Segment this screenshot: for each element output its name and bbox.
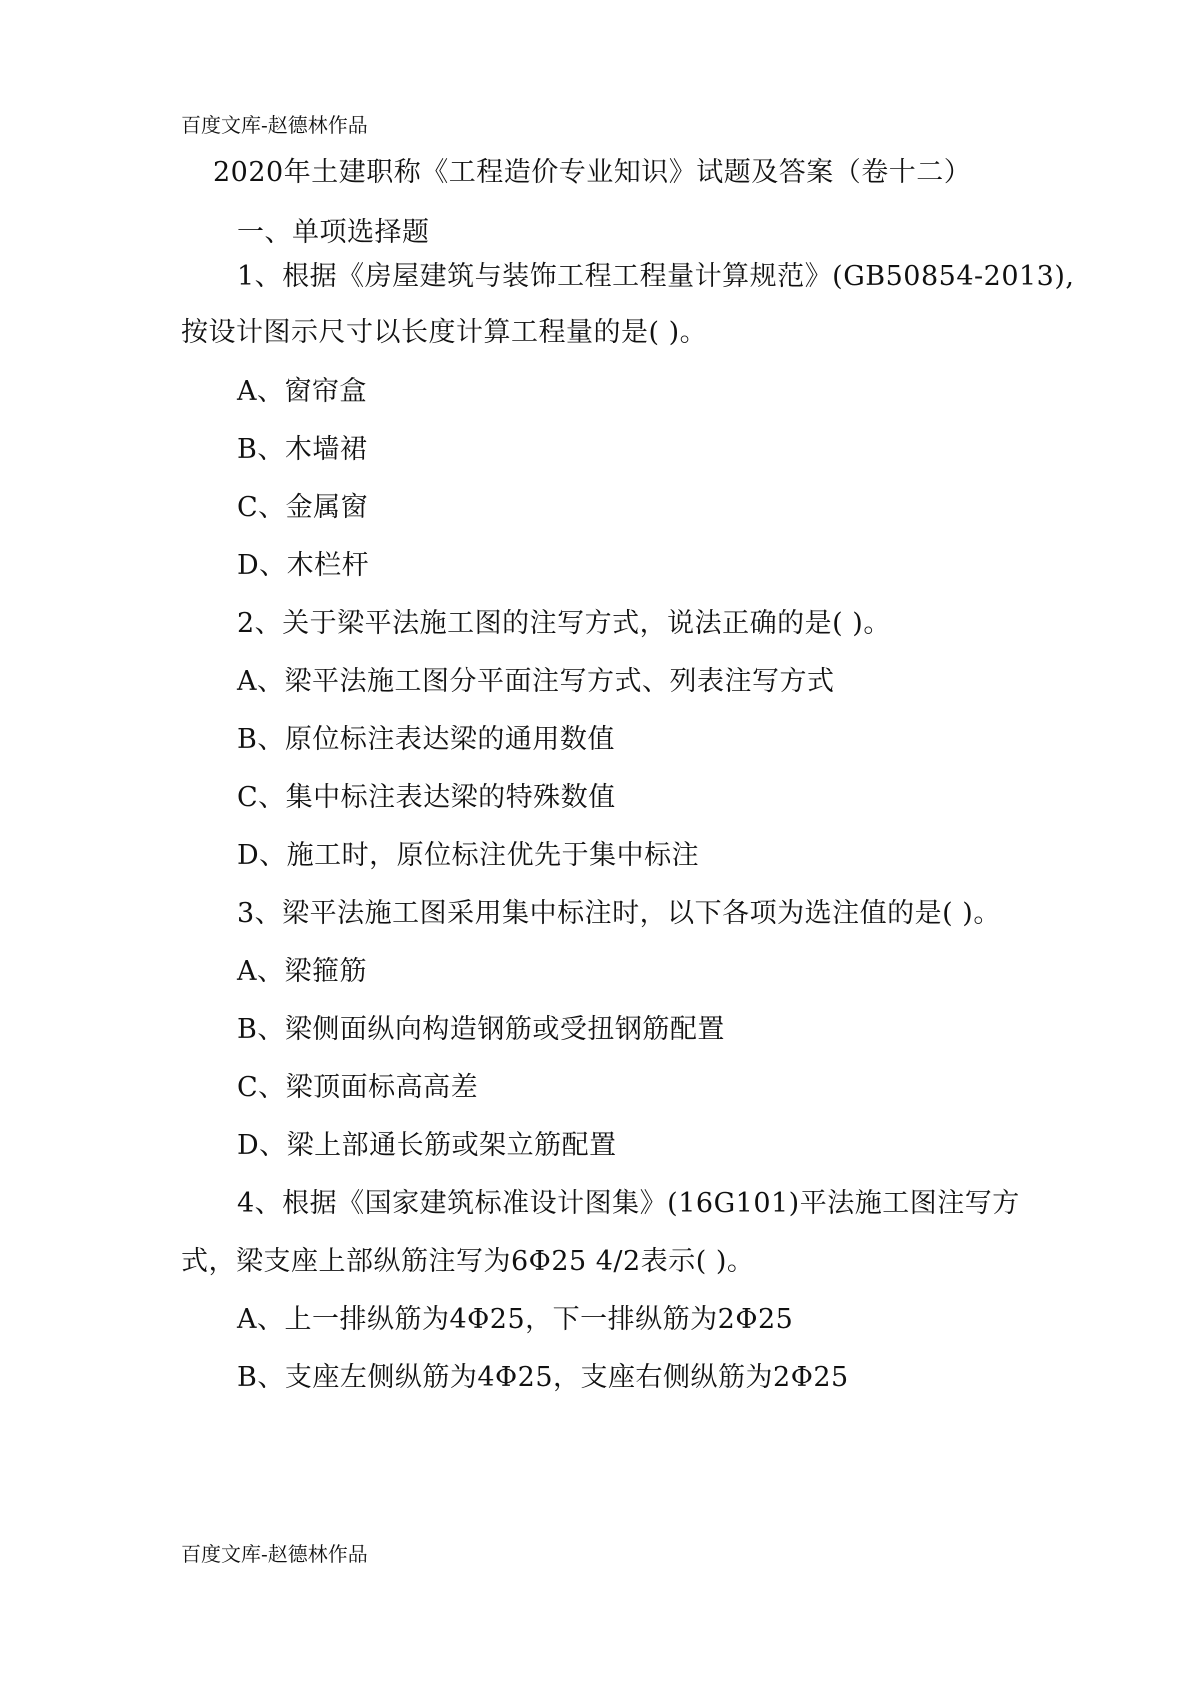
- question-2-option-b: B、原位标注表达梁的通用数值: [237, 724, 615, 755]
- question-2-option-c: C、集中标注表达梁的特殊数值: [237, 782, 616, 813]
- question-1-stem-line-1: 1、根据《房屋建筑与装饰工程工程量计算规范》(GB50854-2013),: [237, 261, 1075, 292]
- document-title: 2020年土建职称《工程造价专业知识》试题及答案（卷十二）: [213, 157, 972, 188]
- page-footer: 百度文库-赵德林作品: [181, 1542, 368, 1566]
- question-1-option-b: B、木墙裙: [237, 434, 368, 465]
- question-1-option-c: C、金属窗: [237, 492, 369, 523]
- question-4-option-a: A、上一排纵筋为4Φ25，下一排纵筋为2Φ25: [237, 1304, 794, 1335]
- question-4-option-b: B、支座左侧纵筋为4Φ25，支座右侧纵筋为2Φ25: [237, 1362, 849, 1393]
- question-3-option-b: B、梁侧面纵向构造钢筋或受扭钢筋配置: [237, 1014, 725, 1045]
- question-1-option-d: D、木栏杆: [237, 550, 370, 581]
- section-heading: 一、单项选择题: [237, 217, 430, 248]
- question-3-option-c: C、梁顶面标高高差: [237, 1072, 479, 1103]
- question-2-option-a: A、梁平法施工图分平面注写方式、列表注写方式: [237, 666, 835, 697]
- question-2-stem: 2、关于梁平法施工图的注写方式，说法正确的是( )。: [237, 608, 891, 639]
- question-1-option-a: A、窗帘盒: [237, 376, 367, 407]
- question-4-stem-line-1: 4、根据《国家建筑标准设计图集》(16G101)平法施工图注写方: [237, 1188, 1020, 1219]
- question-3-stem: 3、梁平法施工图采用集中标注时，以下各项为选注值的是( )。: [237, 898, 1001, 929]
- question-1-stem-line-2: 按设计图示尺寸以长度计算工程量的是( )。: [181, 317, 708, 348]
- page-header: 百度文库-赵德林作品: [181, 113, 368, 137]
- question-3-option-a: A、梁箍筋: [237, 956, 367, 987]
- question-3-option-d: D、梁上部通长筋或架立筋配置: [237, 1130, 617, 1161]
- question-2-option-d: D、施工时，原位标注优先于集中标注: [237, 840, 700, 871]
- question-4-stem-line-2: 式，梁支座上部纵筋注写为6Φ25 4/2表示( )。: [181, 1246, 755, 1277]
